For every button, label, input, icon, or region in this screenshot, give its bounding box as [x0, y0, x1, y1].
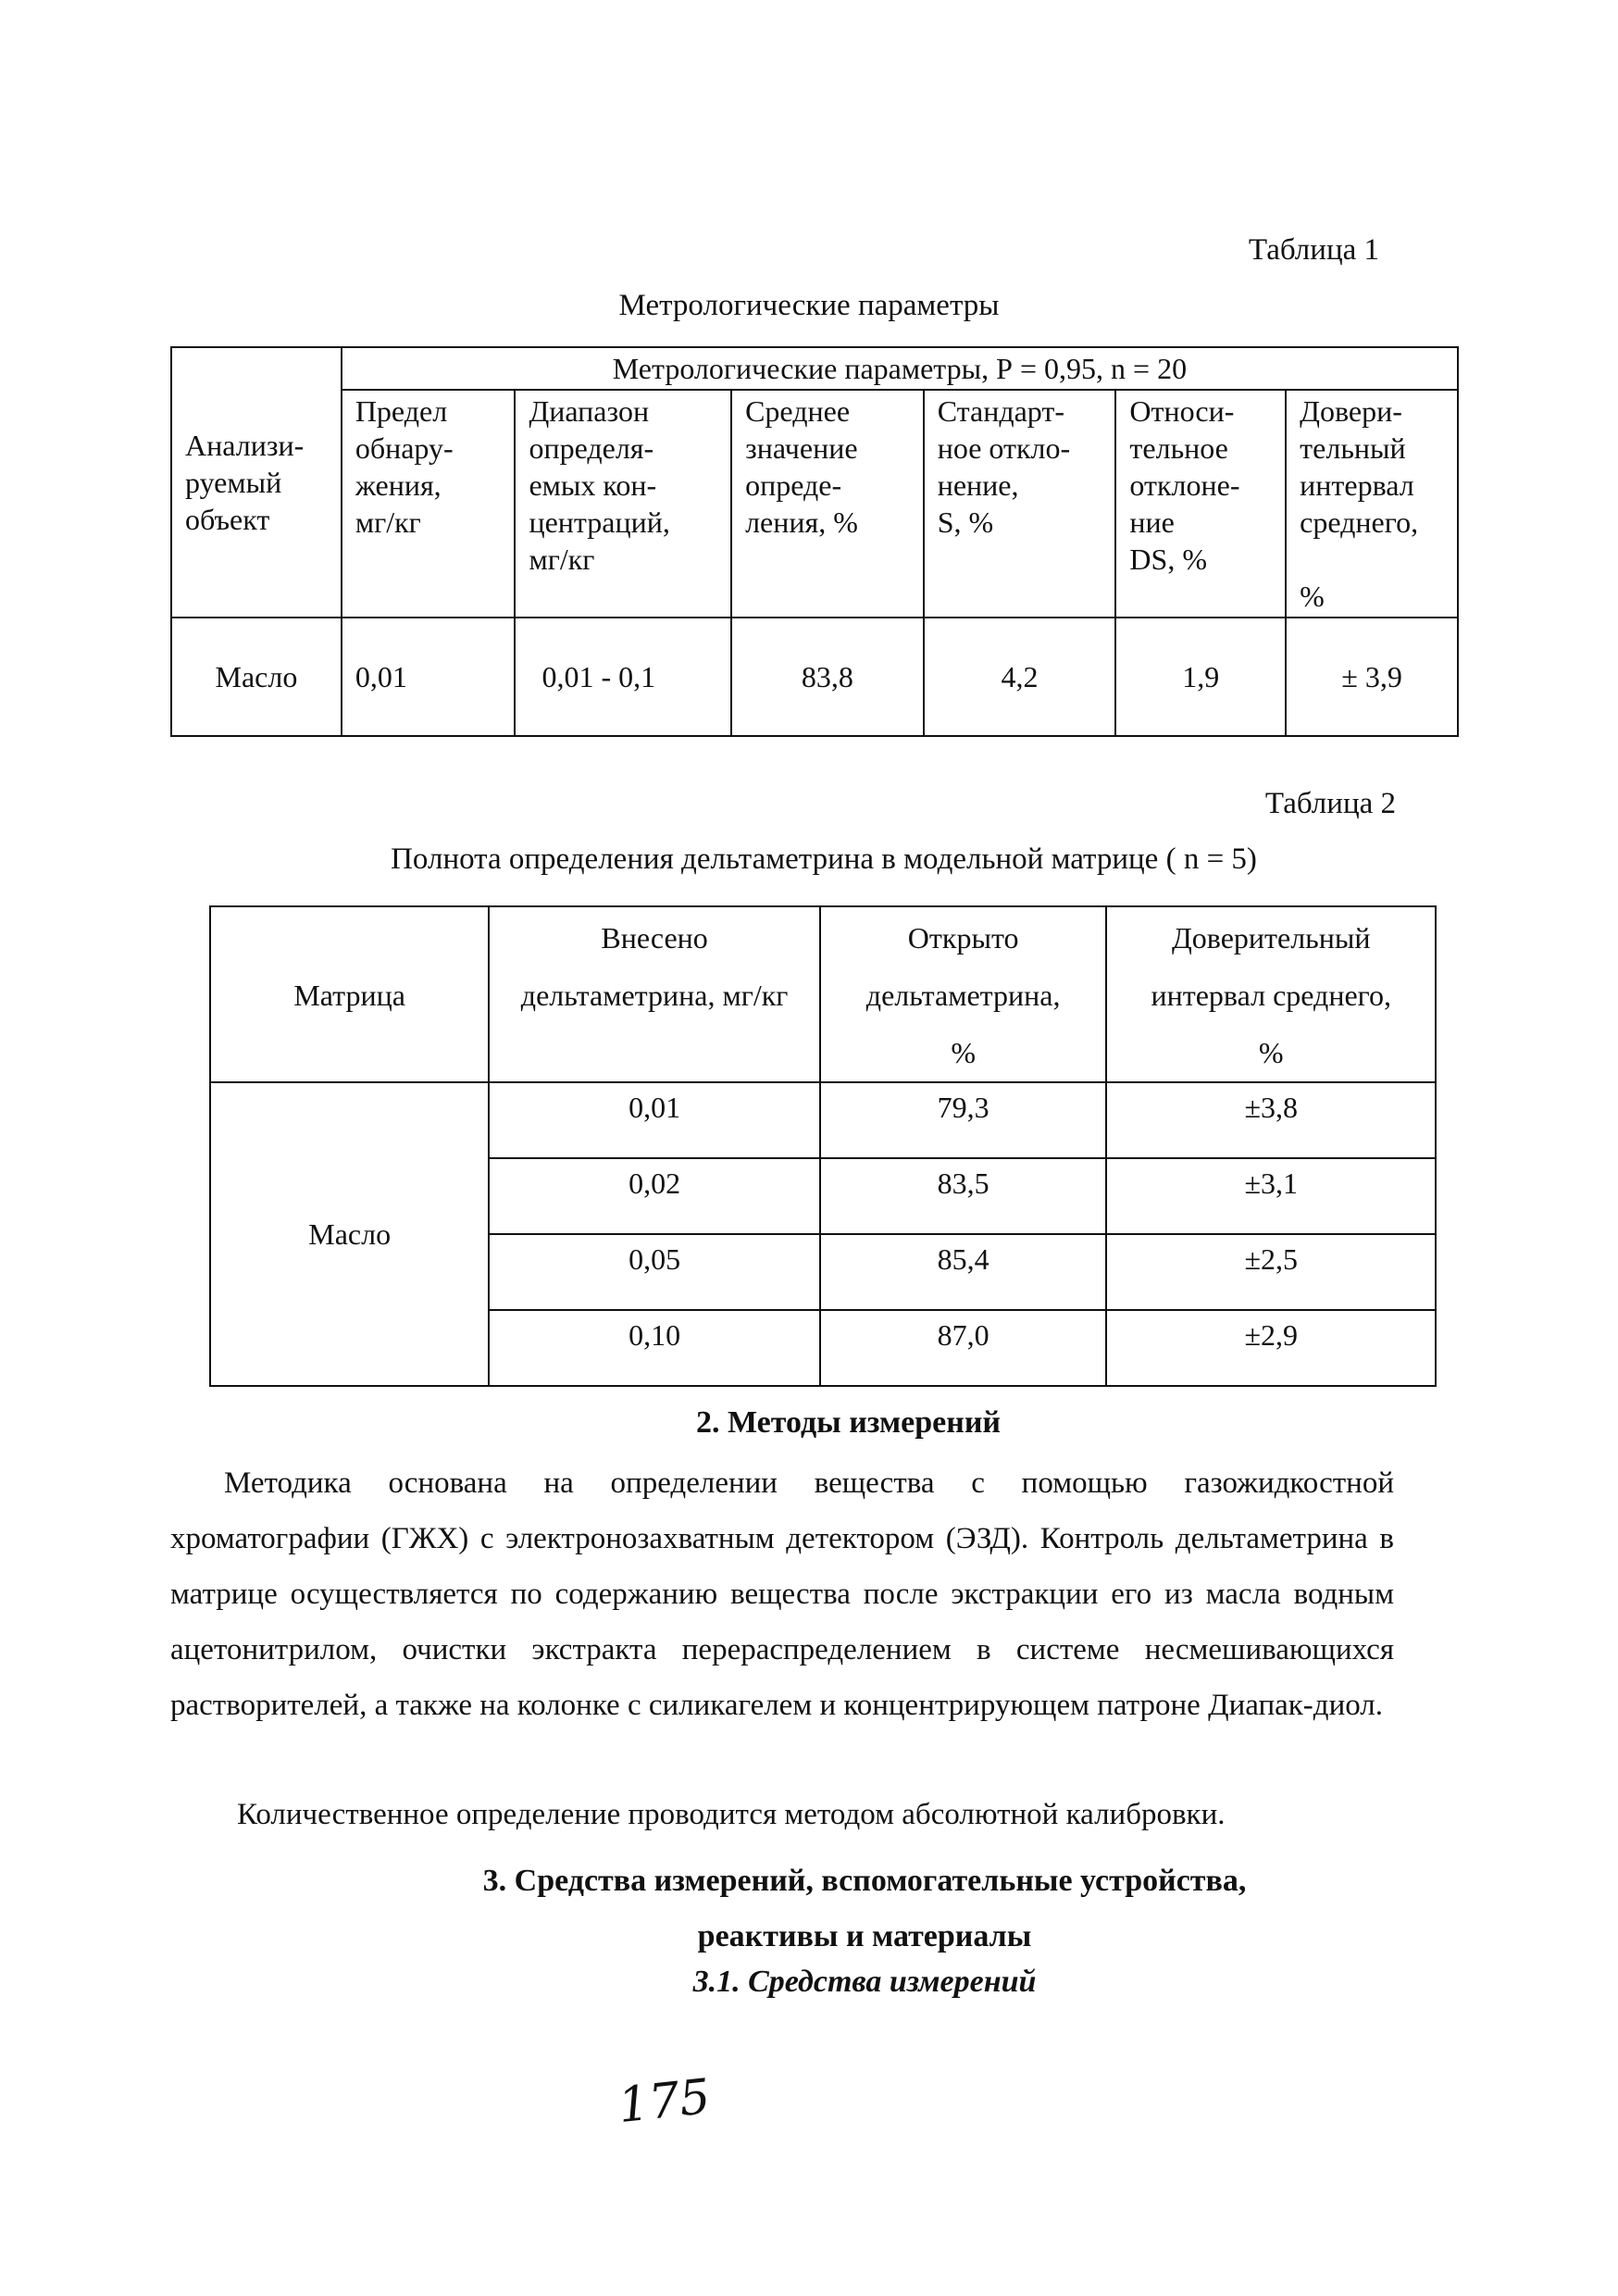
header-rel-dev: Относи- тельное отклоне- ние DS, % — [1115, 390, 1286, 618]
header-std-dev: Стандарт- ное откло- нение, S, % — [924, 390, 1116, 618]
cell-interval: ±2,9 — [1106, 1310, 1436, 1386]
cell-found: 79,3 — [820, 1082, 1107, 1158]
cell-std-dev: 4,2 — [924, 618, 1116, 736]
cell-object: Масло — [171, 618, 342, 736]
cell-conf-interval: ± 3,9 — [1286, 618, 1458, 736]
header-object: Анализи- руемый объект — [171, 347, 342, 618]
section3-heading-line1: 3. Средства измерений, вспомогательные устройства, — [482, 1864, 1247, 1898]
section2-heading: 2. Методы измерений — [695, 1405, 1002, 1440]
header-added: Внесено дельтаметрина, мг/кг — [489, 906, 819, 1082]
table-row — [210, 1082, 1436, 1158]
cell-matrix: Масло — [210, 1082, 489, 1386]
header-conf-interval: Доверительный интервал среднего, % — [1106, 906, 1436, 1082]
section3-subheading: 3.1. Средства измерений — [692, 1965, 1037, 1999]
table1-number: Таблица 1 — [1248, 233, 1379, 267]
cell-found: 85,4 — [820, 1234, 1107, 1310]
table-row — [171, 618, 1458, 736]
table2-title: Полнота определения дельтаметрина в модельной матрице ( n = 5) — [391, 842, 1257, 876]
cell-found: 83,5 — [820, 1158, 1107, 1234]
section3-heading-line2: реактивы и материалы — [697, 1919, 1032, 1953]
metrological-parameters-table — [170, 346, 1459, 737]
cell-found: 87,0 — [820, 1310, 1107, 1386]
header-detection-limit: Предел обнару- жения, мг/кг — [342, 390, 516, 618]
table1-title: Метрологические параметры — [618, 289, 1000, 322]
cell-added: 0,10 — [489, 1310, 819, 1386]
section2-paragraph-2: Количественное определение проводится методом абсолютной калибровки. — [237, 1798, 1226, 1831]
header-found: Открыто дельтаметрина, % — [820, 906, 1107, 1082]
table2-number: Таблица 2 — [1264, 787, 1396, 820]
recovery-table — [209, 905, 1437, 1387]
cell-interval: ±2,5 — [1106, 1234, 1436, 1310]
section3-heading — [0, 1853, 1618, 1965]
header-mean: Среднее значение опреде- ления, % — [731, 390, 924, 618]
header-range: Диапазон определя- емых кон- центраций, мг/кг — [515, 390, 731, 618]
cell-interval: ±3,1 — [1106, 1158, 1436, 1234]
cell-detection-limit: 0,01 — [342, 618, 516, 736]
section2-paragraph-1: Методика основана на определении вещества с помощью газожидкостной хроматографии (ГЖХ) с электронозахватным детектором (ЭЗД). Контроль дельтаметрина в матрице осуществляется по содержанию вещества после экстракции его из масла водным ацетонитрилом, очистки экстракта перераспределением в системе несмешивающихся растворителей, а также на колонке с силикагелем и концентрирующем патроне Диапак-диол. — [170, 1466, 1394, 1722]
cell-range: 0,01 - 0,1 — [515, 618, 731, 736]
cell-added: 0,02 — [489, 1158, 819, 1234]
header-group: Метрологические параметры, Р = 0,95, n = 20 — [342, 347, 1458, 390]
cell-interval: ±3,8 — [1106, 1082, 1436, 1158]
handwritten-page-number: 175 — [616, 2068, 714, 2135]
header-matrix: Матрица — [210, 906, 489, 1082]
cell-added: 0,01 — [489, 1082, 819, 1158]
cell-mean: 83,8 — [731, 618, 924, 736]
cell-rel-dev: 1,9 — [1115, 618, 1286, 736]
cell-added: 0,05 — [489, 1234, 819, 1310]
header-conf-interval: Довери- тельный интервал среднего, % — [1286, 390, 1458, 618]
